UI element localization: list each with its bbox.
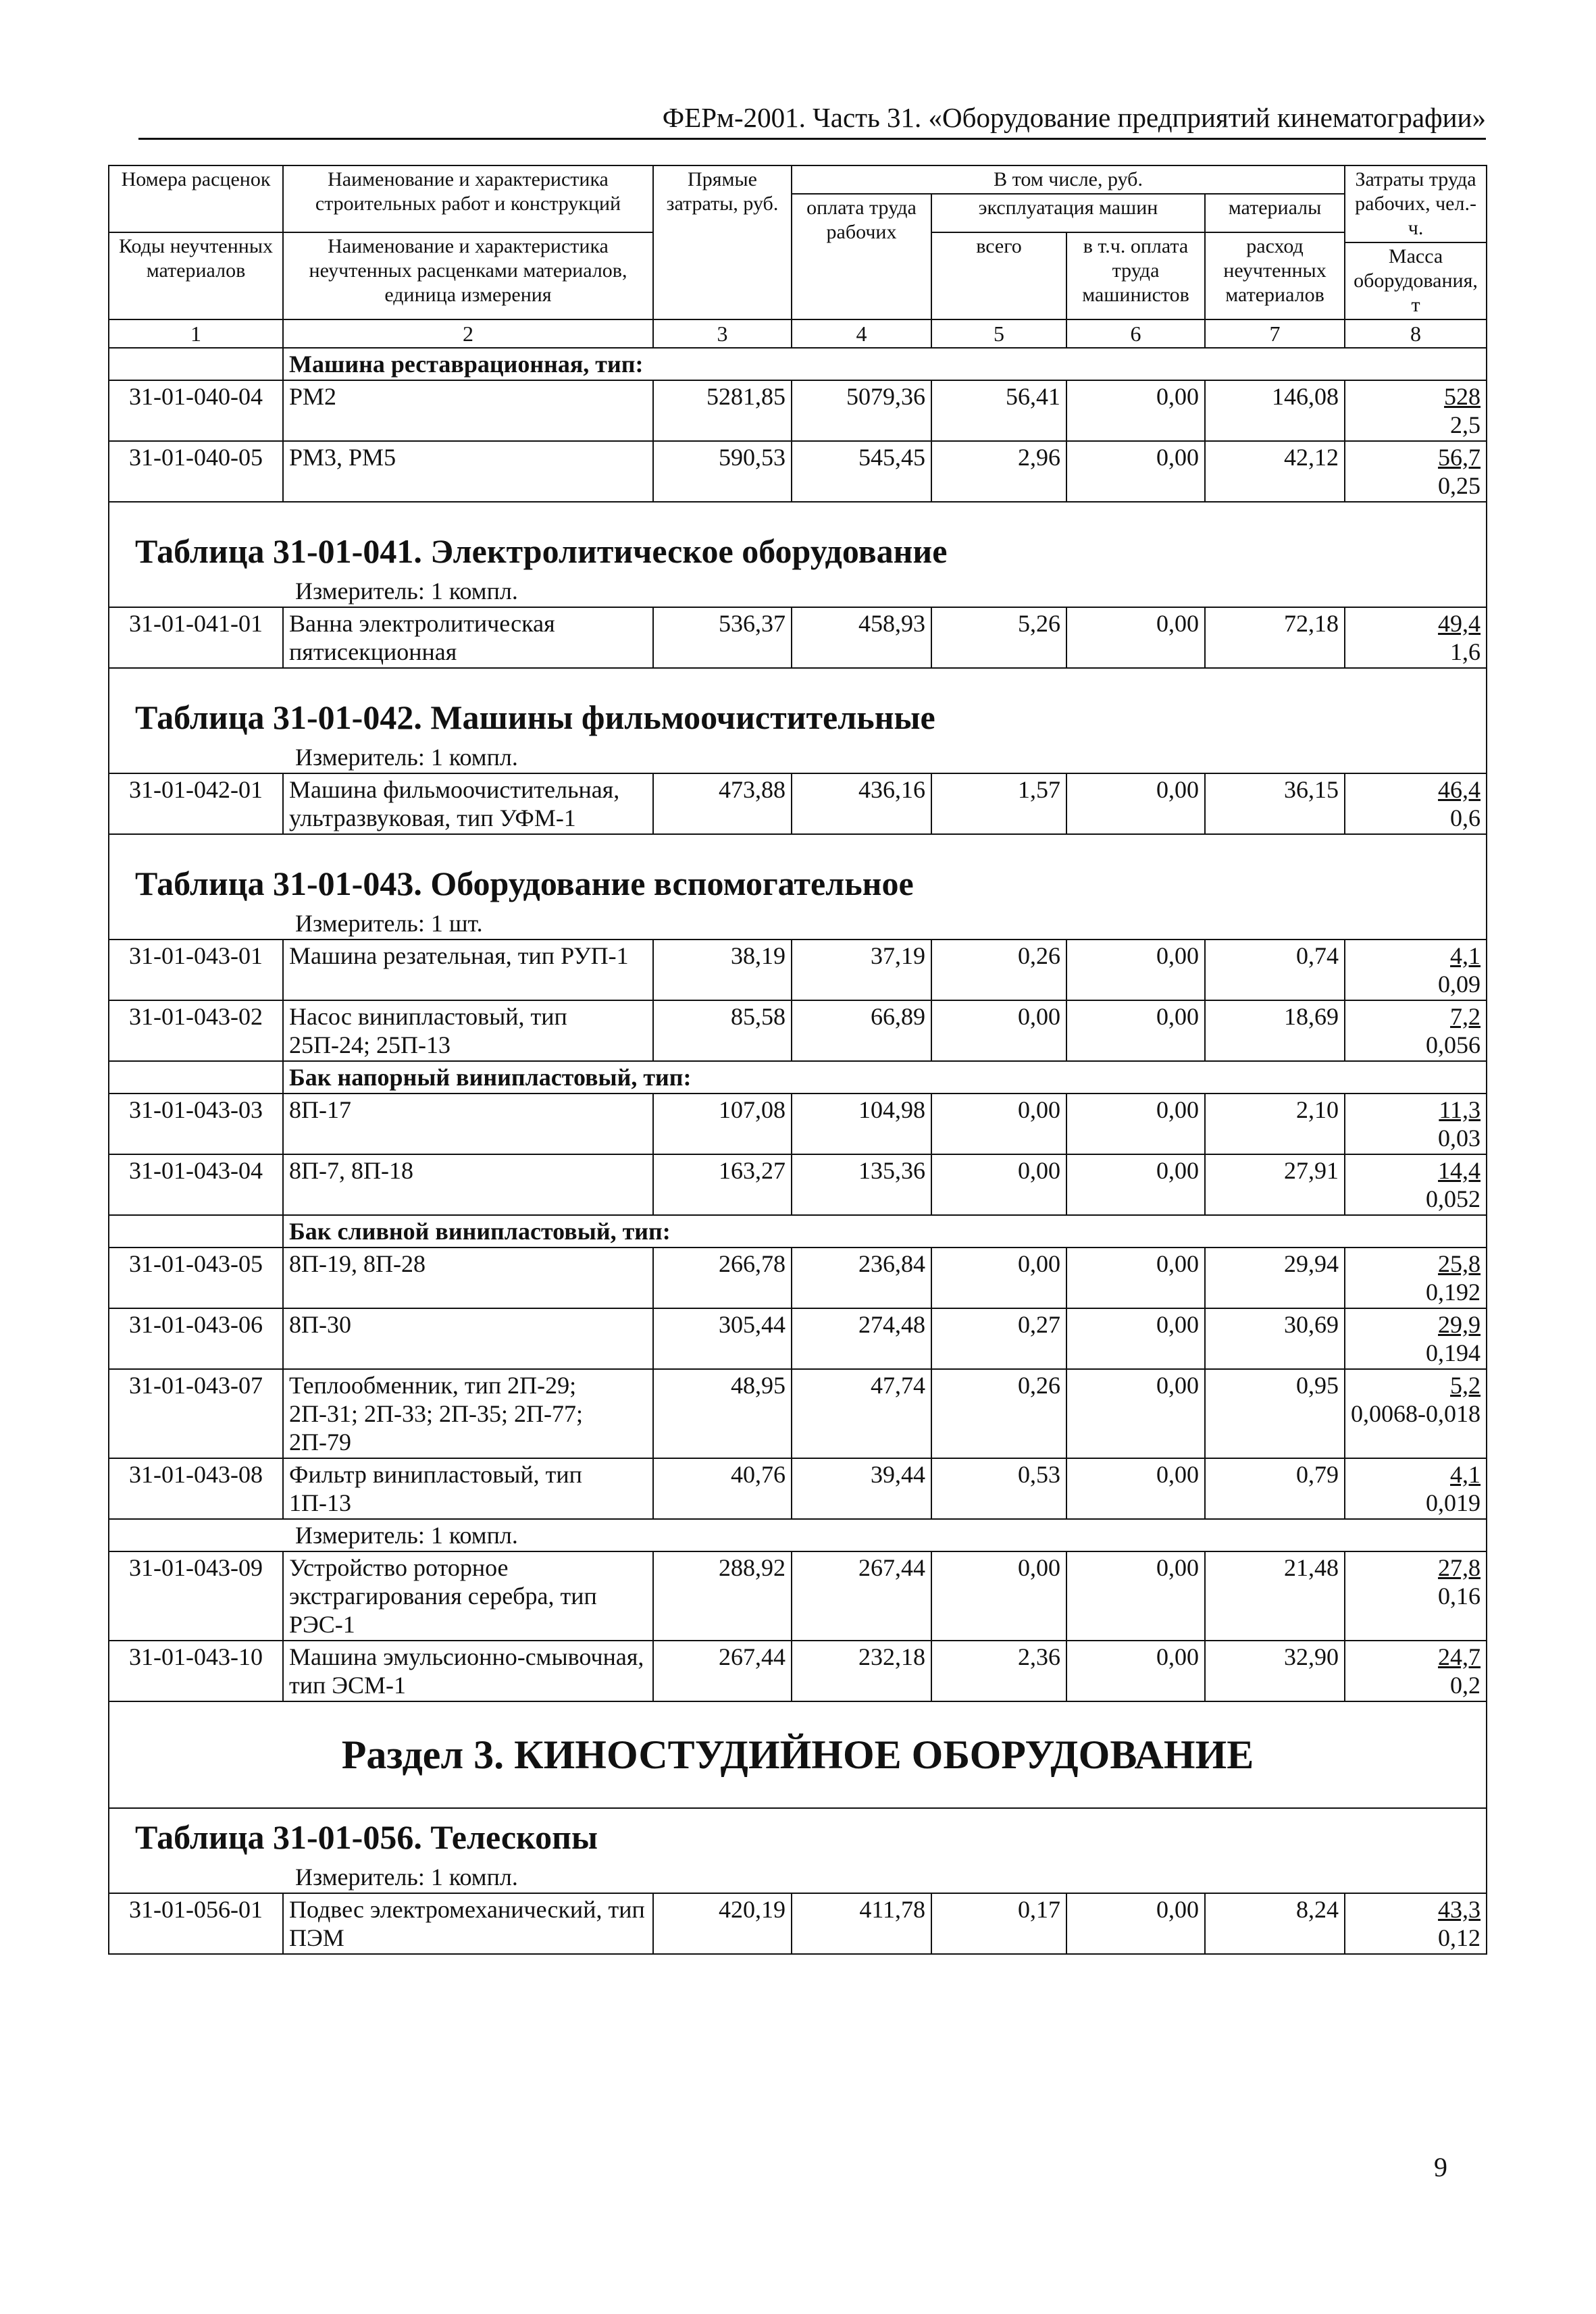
machinists-cost: 0,00	[1066, 1893, 1205, 1954]
rate-code: 31-01-043-05	[109, 1248, 283, 1308]
column-number: 6	[1066, 319, 1205, 348]
group-label: Машина реставрационная, тип:	[283, 348, 1487, 380]
machinists-cost: 0,00	[1066, 1000, 1205, 1061]
labor-hours: 5,2	[1450, 1372, 1481, 1399]
table-31-01-042	[109, 668, 1487, 834]
col-header-machinists: в т.ч. оплата труда машинистов	[1066, 232, 1205, 319]
direct-cost: 590,53	[653, 441, 792, 502]
machines-cost: 1,57	[931, 773, 1066, 834]
machinists-cost: 0,00	[1066, 1154, 1205, 1215]
rate-name: РМ2	[283, 380, 653, 441]
machines-cost: 2,96	[931, 441, 1066, 502]
materials-cost: 18,69	[1205, 1000, 1345, 1061]
labor-hours: 43,3	[1438, 1896, 1481, 1923]
measure-label: Измеритель: 1 компл.	[109, 1861, 1487, 1893]
labor-hours: 25,8	[1438, 1250, 1481, 1277]
table-title-row	[109, 834, 1487, 908]
equipment-mass: 0,019	[1426, 1489, 1481, 1516]
rate-code: 31-01-043-07	[109, 1369, 283, 1458]
rate-name: Фильтр винипластовый, тип 1П-13	[283, 1458, 653, 1519]
measure-row	[109, 742, 1487, 773]
table-title-row	[109, 1808, 1487, 1861]
rate-code: 31-01-042-01	[109, 773, 283, 834]
hours-mass-cell	[1345, 1000, 1487, 1061]
machines-cost: 0,00	[931, 1248, 1066, 1308]
labor-cost: 135,36	[792, 1154, 931, 1215]
materials-cost: 0,79	[1205, 1458, 1345, 1519]
table-row	[109, 1458, 1487, 1519]
col-header-machines-total: всего	[931, 232, 1066, 319]
section-title: Раздел 3. КИНОСТУДИЙНОЕ ОБОРУДОВАНИЕ	[341, 1732, 1254, 1777]
machinists-cost: 0,00	[1066, 380, 1205, 441]
rate-name: Подвес электромеханический, тип ПЭМ	[283, 1893, 653, 1954]
group-label: Бак напорный винипластовый, тип:	[283, 1061, 1487, 1094]
group-row	[109, 348, 1487, 380]
machinists-cost: 0,00	[1066, 1641, 1205, 1701]
section-title-row	[109, 1701, 1487, 1808]
rate-name: Устройство роторное экстрагирования серебра, тип РЭС-1	[283, 1551, 653, 1641]
block-drain-tanks	[109, 1215, 1487, 1369]
hours-mass-cell	[1345, 607, 1487, 668]
equipment-mass: 0,056	[1426, 1031, 1481, 1058]
col-header-materials: материалы	[1205, 194, 1345, 232]
equipment-mass: 1,6	[1450, 638, 1481, 665]
table-row	[109, 1000, 1487, 1061]
measure-label: Измеритель: 1 компл.	[109, 1519, 1487, 1551]
col-header-direct: Прямые затраты, руб.	[653, 165, 792, 319]
machines-cost: 5,26	[931, 607, 1066, 668]
block-exchangers-filters	[109, 1369, 1487, 1519]
measure-row	[109, 1519, 1487, 1551]
labor-cost: 5079,36	[792, 380, 931, 441]
machines-cost: 0,00	[931, 1094, 1066, 1154]
materials-cost: 30,69	[1205, 1308, 1345, 1369]
machines-cost: 0,00	[931, 1154, 1066, 1215]
rate-code: 31-01-043-10	[109, 1641, 283, 1701]
machines-cost: 0,17	[931, 1893, 1066, 1954]
rate-name: 8П-17	[283, 1094, 653, 1154]
hours-mass-cell	[1345, 1154, 1487, 1215]
column-number: 7	[1205, 319, 1345, 348]
hours-mass-cell	[1345, 1248, 1487, 1308]
measure-label: Измеритель: 1 компл.	[109, 742, 1487, 773]
machinists-cost: 0,00	[1066, 607, 1205, 668]
hours-mass-cell	[1345, 1641, 1487, 1701]
direct-cost: 420,19	[653, 1893, 792, 1954]
labor-cost: 66,89	[792, 1000, 931, 1061]
norms-table	[108, 165, 1487, 1955]
table-title: Таблица 31-01-042. Машины фильмоочистительные	[135, 698, 935, 736]
table-row	[109, 441, 1487, 502]
rate-code: 31-01-043-06	[109, 1308, 283, 1369]
labor-hours: 29,9	[1438, 1311, 1481, 1338]
equipment-mass: 0,09	[1438, 971, 1481, 998]
labor-hours: 7,2	[1450, 1003, 1481, 1030]
labor-cost: 458,93	[792, 607, 931, 668]
hours-mass-cell	[1345, 1458, 1487, 1519]
hours-mass-cell	[1345, 1094, 1487, 1154]
labor-hours: 24,7	[1438, 1643, 1481, 1670]
col-header-including: В том числе, руб.	[792, 165, 1345, 194]
materials-cost: 21,48	[1205, 1551, 1345, 1641]
labor-cost: 232,18	[792, 1641, 931, 1701]
col-header-labor: оплата труда рабочих	[792, 194, 931, 319]
col-header-mass: Масса оборудования, т	[1345, 242, 1487, 319]
machines-cost: 2,36	[931, 1641, 1066, 1701]
direct-cost: 85,58	[653, 1000, 792, 1061]
table-row	[109, 1248, 1487, 1308]
page-number: 9	[1434, 2152, 1447, 2182]
hours-mass-cell	[1345, 940, 1487, 1000]
equipment-mass: 0,03	[1438, 1125, 1481, 1152]
materials-cost: 27,91	[1205, 1154, 1345, 1215]
machines-cost: 0,53	[931, 1458, 1066, 1519]
machines-cost: 0,26	[931, 1369, 1066, 1458]
hours-mass-cell	[1345, 1308, 1487, 1369]
measure-row	[109, 1861, 1487, 1893]
machinists-cost: 0,00	[1066, 1551, 1205, 1641]
direct-cost: 473,88	[653, 773, 792, 834]
labor-cost: 545,45	[792, 441, 931, 502]
col-header-machines: эксплуатация машин	[931, 194, 1205, 232]
direct-cost: 266,78	[653, 1248, 792, 1308]
direct-cost: 536,37	[653, 607, 792, 668]
column-number: 2	[283, 319, 653, 348]
materials-cost: 146,08	[1205, 380, 1345, 441]
table-title: Таблица 31-01-041. Электролитическое оборудование	[135, 532, 948, 570]
machinists-cost: 0,00	[1066, 1094, 1205, 1154]
table-title: Таблица 31-01-056. Телескопы	[135, 1818, 598, 1856]
equipment-mass: 0,192	[1426, 1279, 1481, 1306]
rate-code: 31-01-043-03	[109, 1094, 283, 1154]
rate-name: Машина резательная, тип РУП-1	[283, 940, 653, 1000]
labor-cost: 47,74	[792, 1369, 931, 1458]
column-numbers-row	[109, 319, 1487, 348]
table-header	[109, 165, 1487, 348]
hours-mass-cell	[1345, 1551, 1487, 1641]
labor-cost: 411,78	[792, 1893, 931, 1954]
hours-mass-cell	[1345, 773, 1487, 834]
direct-cost: 5281,85	[653, 380, 792, 441]
materials-cost: 2,10	[1205, 1094, 1345, 1154]
direct-cost: 48,95	[653, 1369, 792, 1458]
group-row	[109, 1215, 1487, 1248]
column-number: 5	[931, 319, 1066, 348]
rate-name: 8П-30	[283, 1308, 653, 1369]
table-row	[109, 1641, 1487, 1701]
group-label: Бак сливной винипластовый, тип:	[283, 1215, 1487, 1248]
col-header-hours: Затраты труда рабочих, чел.-ч.	[1345, 165, 1487, 242]
labor-cost: 104,98	[792, 1094, 931, 1154]
materials-cost: 36,15	[1205, 773, 1345, 834]
table-row	[109, 940, 1487, 1000]
labor-hours: 4,1	[1450, 942, 1481, 969]
machinists-cost: 0,00	[1066, 773, 1205, 834]
labor-cost: 274,48	[792, 1308, 931, 1369]
machines-cost: 0,00	[931, 1551, 1066, 1641]
block-sets	[109, 1519, 1487, 1701]
materials-cost: 29,94	[1205, 1248, 1345, 1308]
col-header-codes: Номера расценок	[109, 165, 283, 232]
rate-name: Ванна электролитическая пятисекционная	[283, 607, 653, 668]
table-row	[109, 380, 1487, 441]
labor-hours: 528	[1444, 383, 1481, 410]
labor-hours: 46,4	[1438, 776, 1481, 803]
machinists-cost: 0,00	[1066, 940, 1205, 1000]
table-row	[109, 1308, 1487, 1369]
rate-code: 31-01-043-04	[109, 1154, 283, 1215]
rate-name: Насос винипластовый, тип 25П-24; 25П-13	[283, 1000, 653, 1061]
col-header-material-codes: Коды неучтенных материалов	[109, 232, 283, 319]
equipment-mass: 0,194	[1426, 1339, 1481, 1366]
document-title: ФЕРм-2001. Часть 31. «Оборудование предприятий кинематографии»	[662, 102, 1486, 133]
machines-cost: 0,00	[931, 1000, 1066, 1061]
labor-cost: 267,44	[792, 1551, 931, 1641]
table-row	[109, 1094, 1487, 1154]
hours-mass-cell	[1345, 380, 1487, 441]
rate-name: Теплообменник, тип 2П-29; 2П-31; 2П-33; 2П-35; 2П-77; 2П-79	[283, 1369, 653, 1458]
measure-row	[109, 908, 1487, 940]
materials-cost: 42,12	[1205, 441, 1345, 502]
direct-cost: 38,19	[653, 940, 792, 1000]
table-row	[109, 607, 1487, 668]
labor-cost: 39,44	[792, 1458, 931, 1519]
column-number: 3	[653, 319, 792, 348]
hours-mass-cell	[1345, 441, 1487, 502]
table-row	[109, 1369, 1487, 1458]
table-31-01-043	[109, 834, 1487, 1061]
materials-cost: 32,90	[1205, 1641, 1345, 1701]
machinists-cost: 0,00	[1066, 1458, 1205, 1519]
direct-cost: 305,44	[653, 1308, 792, 1369]
block-restoration-machines	[109, 348, 1487, 502]
machines-cost: 0,26	[931, 940, 1066, 1000]
col-header-material-name: Наименование и характеристика неучтенных расценками материалов, единица измерения	[283, 232, 653, 319]
labor-hours: 56,7	[1438, 444, 1481, 471]
labor-hours: 49,4	[1438, 610, 1481, 637]
rate-code: 31-01-041-01	[109, 607, 283, 668]
column-number: 1	[109, 319, 283, 348]
equipment-mass: 0,12	[1438, 1924, 1481, 1951]
table-row	[109, 1154, 1487, 1215]
hours-mass-cell	[1345, 1369, 1487, 1458]
labor-hours: 11,3	[1439, 1096, 1481, 1123]
rate-code: 31-01-040-05	[109, 441, 283, 502]
materials-cost: 0,74	[1205, 940, 1345, 1000]
table-row	[109, 1551, 1487, 1641]
table-title-row	[109, 668, 1487, 742]
machinists-cost: 0,00	[1066, 1308, 1205, 1369]
table-31-01-041	[109, 502, 1487, 668]
direct-cost: 40,76	[653, 1458, 792, 1519]
column-number: 4	[792, 319, 931, 348]
labor-cost: 436,16	[792, 773, 931, 834]
rate-name: РМ3, РМ5	[283, 441, 653, 502]
materials-cost: 72,18	[1205, 607, 1345, 668]
column-number: 8	[1345, 319, 1487, 348]
rate-name: 8П-7, 8П-18	[283, 1154, 653, 1215]
group-row	[109, 1061, 1487, 1094]
equipment-mass: 0,16	[1438, 1583, 1481, 1610]
materials-cost: 0,95	[1205, 1369, 1345, 1458]
rate-name: 8П-19, 8П-28	[283, 1248, 653, 1308]
equipment-mass: 0,25	[1438, 472, 1481, 499]
measure-label: Измеритель: 1 компл.	[109, 575, 1487, 607]
rate-code: 31-01-043-01	[109, 940, 283, 1000]
hours-mass-cell	[1345, 1893, 1487, 1954]
equipment-mass: 0,2	[1450, 1672, 1481, 1699]
direct-cost: 107,08	[653, 1094, 792, 1154]
direct-cost: 163,27	[653, 1154, 792, 1215]
machinists-cost: 0,00	[1066, 1369, 1205, 1458]
equipment-mass: 2,5	[1450, 411, 1481, 438]
materials-cost: 8,24	[1205, 1893, 1345, 1954]
section-3	[109, 1701, 1487, 1808]
labor-cost: 37,19	[792, 940, 931, 1000]
table-title-row	[109, 502, 1487, 575]
col-header-material-use: расход неучтенных материалов	[1205, 232, 1345, 319]
machines-cost: 56,41	[931, 380, 1066, 441]
labor-hours: 4,1	[1450, 1461, 1481, 1488]
labor-cost: 236,84	[792, 1248, 931, 1308]
measure-row	[109, 575, 1487, 607]
table-row	[109, 773, 1487, 834]
rate-code: 31-01-043-09	[109, 1551, 283, 1641]
rate-code: 31-01-043-02	[109, 1000, 283, 1061]
rate-code: 31-01-043-08	[109, 1458, 283, 1519]
measure-label: Измеритель: 1 шт.	[109, 908, 1487, 940]
rate-code: 31-01-056-01	[109, 1893, 283, 1954]
direct-cost: 288,92	[653, 1551, 792, 1641]
direct-cost: 267,44	[653, 1641, 792, 1701]
table-title: Таблица 31-01-043. Оборудование вспомогательное	[135, 865, 914, 902]
block-pressure-tanks	[109, 1061, 1487, 1215]
page-header	[138, 100, 1486, 140]
equipment-mass: 0,6	[1450, 804, 1481, 831]
table-31-01-056	[109, 1808, 1487, 1954]
table-row	[109, 1893, 1487, 1954]
equipment-mass: 0,052	[1426, 1185, 1481, 1212]
machines-cost: 0,27	[931, 1308, 1066, 1369]
col-header-name: Наименование и характеристика строительных работ и конструкций	[283, 165, 653, 232]
machinists-cost: 0,00	[1066, 1248, 1205, 1308]
equipment-mass: 0,0068-0,018	[1351, 1400, 1481, 1427]
labor-hours: 14,4	[1438, 1157, 1481, 1184]
machinists-cost: 0,00	[1066, 441, 1205, 502]
rate-name: Машина фильмоочистительная, ультразвуковая, тип УФМ-1	[283, 773, 653, 834]
rate-code: 31-01-040-04	[109, 380, 283, 441]
labor-hours: 27,8	[1438, 1554, 1481, 1581]
rate-name: Машина эмульсионно-смывочная, тип ЭСМ-1	[283, 1641, 653, 1701]
